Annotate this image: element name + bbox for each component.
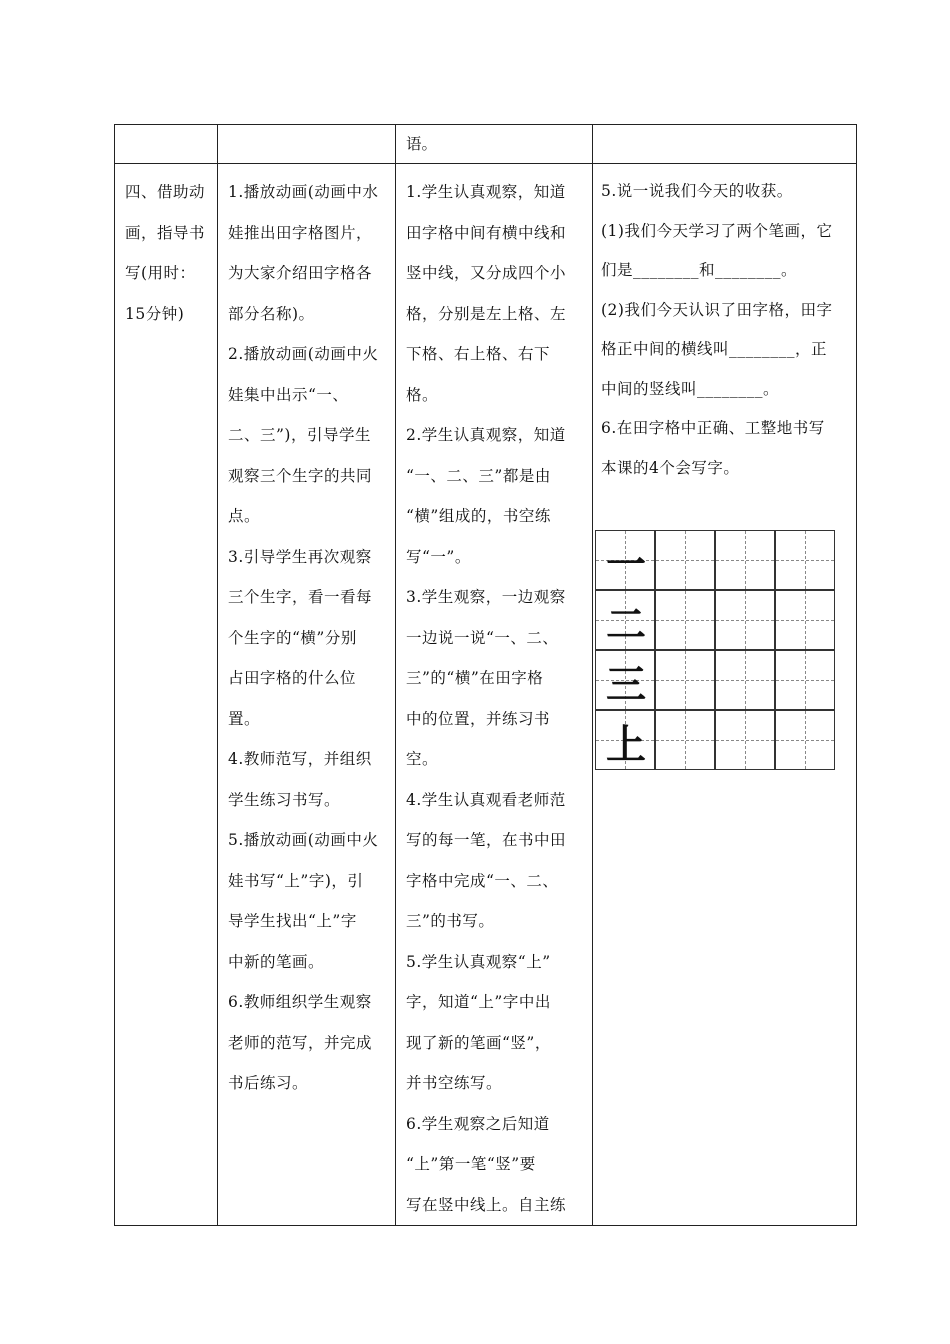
tianzige-cell <box>775 650 835 710</box>
text-line: 个生字的“横”分别 <box>228 628 357 647</box>
text-line: “一、二、三”都是由 <box>406 466 551 485</box>
text-line: 置。 <box>228 709 261 728</box>
tianzige-cell <box>715 530 775 590</box>
text-line: 2.播放动画(动画中火 <box>228 345 379 363</box>
text-line: 1.播放动画(动画中水 <box>228 183 379 201</box>
table-row <box>115 164 857 1226</box>
tianzige-cell <box>655 650 715 710</box>
exercise-text <box>593 164 856 488</box>
text-line: (2)我们今天认识了田字格，田字 <box>601 300 833 319</box>
tianzige-cell <box>775 710 835 770</box>
text-line: 写在竖中线上。自主练 <box>406 1195 567 1214</box>
text-line: 5.播放动画(动画中火 <box>228 831 379 849</box>
text-line: 5.说一说我们今天的收获。 <box>601 182 793 200</box>
stage-text <box>115 164 217 334</box>
text-line: 娃书写“上”字)，引 <box>228 871 364 890</box>
text-line: 三”的“横”在田字格 <box>406 669 544 687</box>
text-line: 3.学生观察，一边观察 <box>406 588 566 606</box>
model-character: 一 <box>606 541 646 588</box>
model-character: 三 <box>606 661 646 708</box>
text-line: 格。 <box>406 385 439 404</box>
tianzige-cell <box>595 710 655 770</box>
text-line: 5.学生认真观察“上” <box>406 952 551 971</box>
text-line: 部分名称)。 <box>228 304 315 323</box>
table-row <box>115 125 857 164</box>
tianzige-cell <box>715 650 775 710</box>
top-cell-4 <box>593 125 857 164</box>
student-activity-cell <box>396 164 593 1226</box>
tianzige-cell <box>655 530 715 590</box>
text-line: 二、三”)，引导学生 <box>228 426 371 444</box>
text-line: 娃集中出示“一、 <box>228 385 349 404</box>
text-line: 中间的竖线叫________。 <box>601 379 780 398</box>
text-line: 空。 <box>406 750 439 768</box>
text-line: 3.引导学生再次观察 <box>228 547 372 566</box>
text-line: 画，指导书 <box>125 223 206 242</box>
text-line: 6.教师组织学生观察 <box>228 993 372 1011</box>
tianzige-cell <box>715 710 775 770</box>
text-line: 字，知道“上”字中出 <box>406 993 551 1011</box>
text-line: 观察三个生字的共同 <box>228 466 373 485</box>
text-line: 占田字格的什么位 <box>228 669 357 687</box>
text-line: 现了新的笔画“竖”， <box>406 1033 551 1052</box>
text-line: 写“一”。 <box>406 547 471 566</box>
student-activity-text <box>396 164 592 1225</box>
text-line: 们是________和________。 <box>601 261 798 279</box>
model-character: 二 <box>606 601 646 648</box>
top-cell-3-text: 语。 <box>406 135 438 153</box>
text-line: (1)我们今天学习了两个笔画，它 <box>601 221 833 240</box>
text-line: 学生练习书写。 <box>228 790 341 809</box>
text-line: 2.学生认真观察，知道 <box>406 426 566 444</box>
lesson-plan-table <box>114 124 857 1226</box>
text-line: 4.教师范写，并组织 <box>228 750 372 768</box>
text-line: 老师的范写，并完成 <box>228 1033 373 1052</box>
teacher-activity-cell <box>218 164 396 1226</box>
tianzige-cell <box>715 590 775 650</box>
text-line: 娃推出田字格图片， <box>228 223 373 242</box>
text-line: 中新的笔画。 <box>228 952 325 971</box>
text-line: 田字格中间有横中线和 <box>406 223 567 242</box>
model-character: 上 <box>606 721 646 768</box>
top-cell-3 <box>396 125 593 164</box>
tianzige-cell <box>595 530 655 590</box>
text-line: 下格、右上格、右下 <box>406 345 551 363</box>
text-line: 4.学生认真观看老师范 <box>406 790 566 809</box>
text-line: 写(用时： <box>125 264 196 282</box>
text-line: 格，分别是左上格、左 <box>406 304 567 323</box>
text-line: 6.在田字格中正确、工整地书写 <box>601 419 825 437</box>
text-line: 1.学生认真观察，知道 <box>406 183 566 201</box>
text-line: 6.学生观察之后知道 <box>406 1114 550 1133</box>
top-cell-2 <box>218 125 396 164</box>
stage-cell <box>115 164 218 1226</box>
text-line: 竖中线，又分成四个小 <box>406 264 567 282</box>
tianzige-cells <box>595 530 835 770</box>
top-cell-1 <box>115 125 218 164</box>
text-line: 并书空练写。 <box>406 1074 503 1092</box>
tianzige-cell <box>655 710 715 770</box>
text-line: 三个生字，看一看每 <box>228 588 373 606</box>
text-line: 书后练习。 <box>228 1074 309 1092</box>
text-line: 中的位置，并练习书 <box>406 709 551 728</box>
tianzige-grid <box>595 530 835 772</box>
exercise-cell <box>593 164 857 1226</box>
text-line: “横”组成的，书空练 <box>406 507 551 525</box>
text-line: 本课的4个会写字。 <box>601 458 740 477</box>
text-line: 一边说一说“一、二、 <box>406 628 559 647</box>
tianzige-cell <box>775 590 835 650</box>
text-line: 格正中间的横线叫________，正 <box>601 340 828 358</box>
text-line: 四、借助动 <box>125 183 206 201</box>
tianzige-cell <box>655 590 715 650</box>
teacher-activity-text <box>218 164 395 1104</box>
text-line: 导学生找出“上”字 <box>228 912 357 930</box>
text-line: 三”的书写。 <box>406 912 495 930</box>
tianzige-cell <box>775 530 835 590</box>
text-line: 点。 <box>228 507 261 525</box>
tianzige-cell <box>595 590 655 650</box>
text-line: 为大家介绍田字格各 <box>228 264 373 282</box>
tianzige-cell <box>595 650 655 710</box>
text-line: 字格中完成“一、二、 <box>406 871 559 890</box>
text-line: 写的每一笔，在书中田 <box>406 831 567 849</box>
text-line: “上”第一笔“竖”要 <box>406 1155 536 1173</box>
text-line: 15分钟) <box>125 304 185 323</box>
